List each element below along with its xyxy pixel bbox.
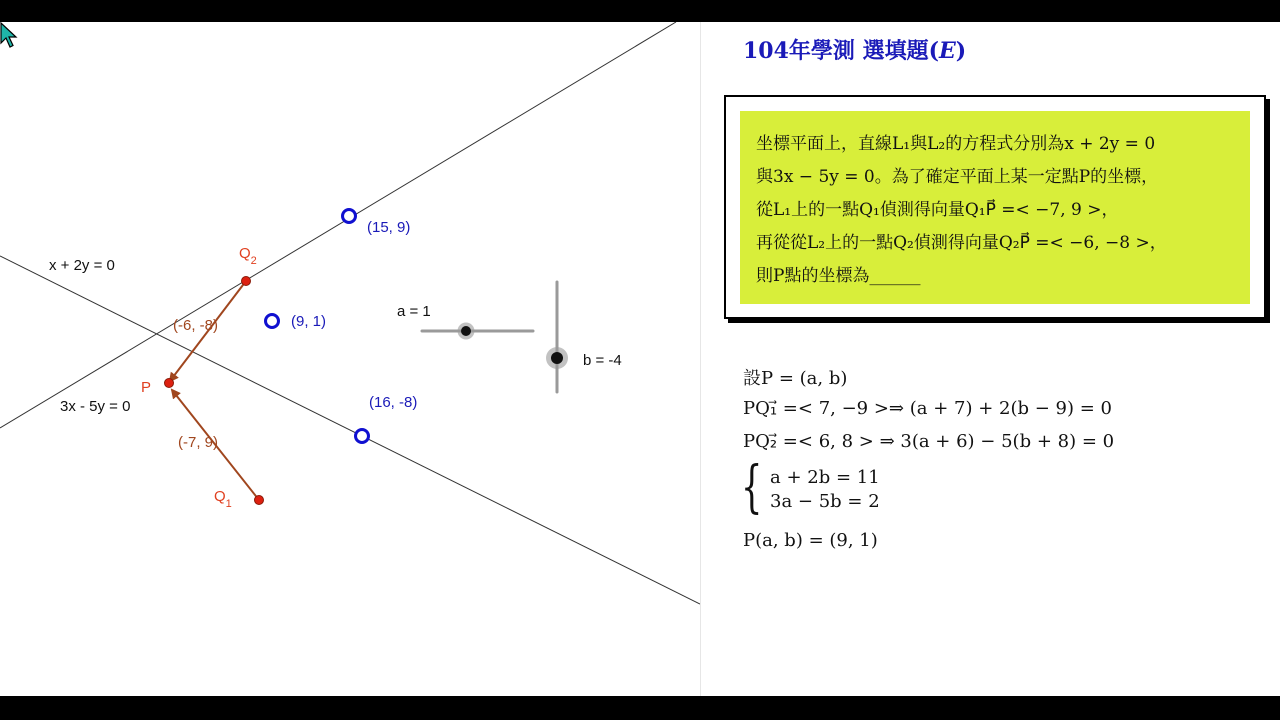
question-box	[724, 95, 1266, 319]
vector-q2p-label: (-6, -8)	[173, 317, 218, 334]
point-9-1[interactable]	[266, 315, 279, 328]
solution-system-eq-2: 3a − 5b = 2	[770, 491, 880, 512]
point-15-9-label: (15, 9)	[367, 219, 411, 236]
solution-answer: P(a, b) = (9, 1)	[743, 530, 878, 551]
slider-a-knob[interactable]	[461, 326, 471, 336]
slider-a-label: a = 1	[397, 303, 431, 320]
question-line-2: 與3x − 5y = 0。為了確定平面上某一定點P的坐標，	[756, 167, 1159, 187]
solution-system-eq-1: a + 2b = 11	[770, 467, 880, 488]
solution-line-3: PQ₂⃗ =< 6, 8 > ⇒ 3(a + 6) − 5(b + 8) = 0	[743, 431, 1115, 452]
slider-b-knob[interactable]	[551, 352, 563, 364]
line-3x-minus-5y[interactable]	[0, 256, 700, 604]
q2-label: $Q_2$	[239, 245, 257, 267]
text-panel	[701, 22, 1280, 696]
geogebra-app	[0, 22, 1280, 696]
question-highlight	[740, 111, 1250, 304]
p-label: P	[141, 379, 152, 396]
graphics-canvas[interactable]	[0, 22, 700, 696]
line1-label: x + 2y = 0	[49, 257, 115, 274]
question-line-4: 再從從L₂上的一點Q₂偵測得向量Q₂P⃗ =< −6, −8 >，	[756, 233, 1167, 253]
question-line-5: 則P點的坐標為______	[756, 266, 921, 286]
mouse-cursor-icon	[0, 22, 20, 50]
slider-b-label: b = -4	[583, 352, 622, 369]
solution-line-2: PQ₁⃗ =< 7, −9 >⇒ (a + 7) + 2(b − 9) = 0	[743, 398, 1112, 419]
system-brace: {	[741, 455, 763, 520]
line2-label: 3x - 5y = 0	[60, 398, 131, 415]
q1-label: $Q_1$	[214, 488, 232, 510]
solution-line-1: 設P = (a, b)	[743, 368, 848, 389]
point-q2[interactable]	[242, 277, 251, 286]
page-title: 104年學測 選填題(E)	[743, 38, 967, 64]
question-line-1: 坐標平面上，直線L₁與L₂的方程式分別為x + 2y = 0	[756, 134, 1156, 154]
question-line-3: 從L₁上的一點Q₁偵測得向量Q₁P⃗ =< −7, 9 >，	[756, 200, 1119, 220]
point-16-m8[interactable]	[356, 430, 369, 443]
vector-q1p-label: (-7, 9)	[178, 434, 219, 451]
point-q1[interactable]	[255, 496, 264, 505]
point-p[interactable]	[165, 379, 174, 388]
point-16-m8-label: (16, -8)	[369, 394, 418, 411]
point-9-1-label: (9, 1)	[291, 313, 327, 330]
point-15-9[interactable]	[343, 210, 356, 223]
graphics-view[interactable]	[0, 22, 700, 696]
line-x-plus-2y[interactable]	[0, 22, 676, 428]
